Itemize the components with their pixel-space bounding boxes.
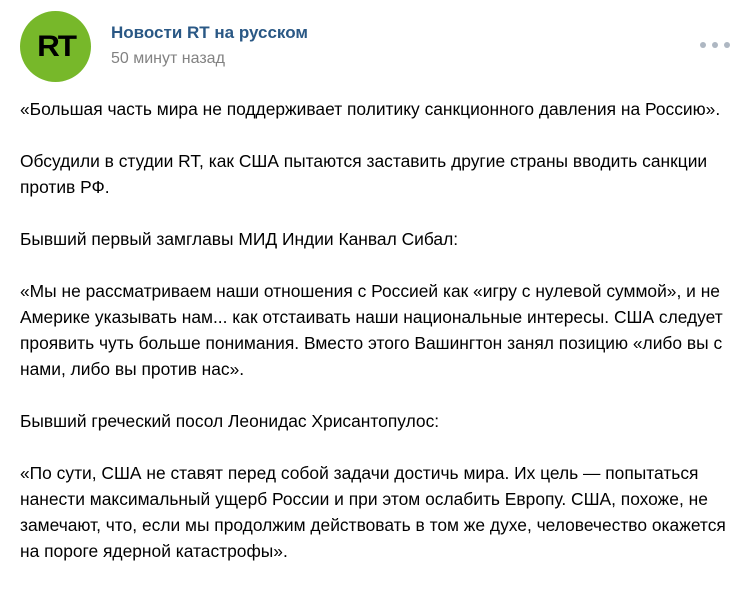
- post-paragraph: «Большая часть мира не поддерживает политику санкционного давления на Россию».: [20, 99, 721, 119]
- post-text: [20, 96, 740, 590]
- avatar[interactable]: [20, 11, 91, 82]
- more-options-button[interactable]: [700, 36, 730, 54]
- ellipsis-icon-dot: [700, 42, 706, 48]
- post-time-link[interactable]: 50 минут назад: [111, 50, 225, 67]
- author-name-link[interactable]: Новости RT на русском: [111, 23, 308, 42]
- post-paragraph: Обсудили в студии RT, как США пытаются заставить другие страны вводить санкции против РФ.: [20, 151, 708, 197]
- ellipsis-icon-dot: [712, 42, 718, 48]
- ellipsis-icon-dot: [724, 42, 730, 48]
- post-paragraph: Бывший первый замглавы МИД Индии Канвал Сибал:: [20, 229, 459, 249]
- post-paragraph: «По сути, США не ставят перед собой задачи достичь мира. Их цель — попытаться нанести максимальный ущерб России и при этом ослабить Европу. США, похоже, не замечают, что, если мы продолжим действовать в том же духе, человечество окажется на пороге ядерной катастрофы».: [20, 463, 726, 561]
- rt-logo: RT: [36, 29, 75, 63]
- post-paragraph: Бывший греческий посол Леонидас Хрисантопулос:: [20, 411, 440, 431]
- post-paragraph: «Мы не рассматриваем наши отношения с Россией как «игру с нулевой суммой», и не Америке указывать нам... как отстаивать наши национальные интересы. США следует проявить чуть больше понимания. Вместо этого Вашингтон занял позицию «либо вы с нами, либо вы против нас».: [20, 281, 723, 379]
